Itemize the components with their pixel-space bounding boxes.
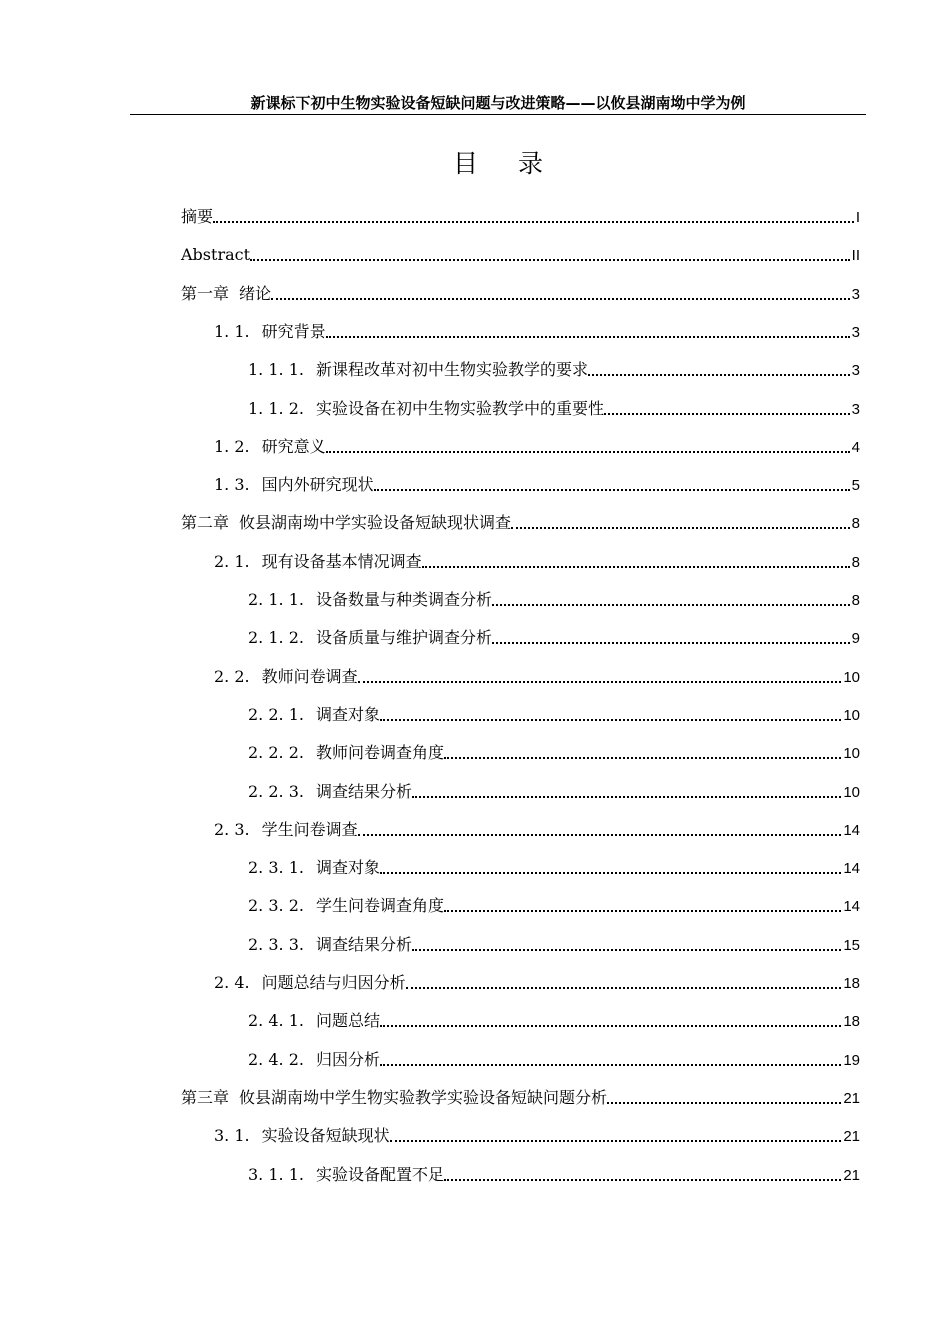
toc-entry[interactable]	[248, 1048, 860, 1072]
toc-entry[interactable]	[214, 473, 860, 497]
toc-entry-title: 设备质量与维护调查分析	[315, 628, 492, 648]
toc-entry-number: 2. 3.	[214, 819, 250, 839]
toc-leader-dots	[444, 910, 841, 912]
toc-entry-title: 归因分析	[315, 1049, 380, 1069]
toc-entry[interactable]	[248, 856, 860, 880]
toc-leader-dots	[422, 566, 850, 568]
toc-leader-dots	[358, 681, 842, 683]
toc-leader-dots	[444, 1179, 841, 1181]
toc-entry[interactable]	[248, 588, 860, 612]
toc-entry-title: 实验设备短缺现状	[261, 1126, 390, 1146]
toc-leader-dots	[250, 259, 850, 261]
toc-entry[interactable]	[214, 665, 860, 689]
toc-entry[interactable]	[181, 243, 860, 267]
toc-title: 目录	[452, 149, 583, 178]
toc-entry-number: 1. 1.	[214, 321, 250, 341]
toc-entry[interactable]	[248, 1163, 860, 1187]
toc-leader-dots	[326, 451, 850, 453]
toc-entry-number: 2. 1. 2.	[248, 628, 304, 648]
toc-leader-dots	[492, 604, 850, 606]
toc-entry-number: 2. 4.	[214, 973, 250, 992]
toc-leader-dots	[607, 1102, 841, 1104]
toc-entry-page-number: II	[851, 247, 860, 265]
toc-entry-title: 教师问卷调查	[261, 666, 358, 686]
toc-entry-page-number: 10	[843, 783, 860, 801]
toc-entry-page-number: 14	[843, 898, 860, 916]
toc-entry-page-number: 19	[843, 1051, 860, 1069]
toc-entry[interactable]	[248, 933, 860, 957]
toc-entry[interactable]	[248, 780, 860, 804]
toc-entry-title: 调查结果分析	[315, 781, 412, 801]
toc-entry-title: 实验设备配置不足	[315, 1164, 444, 1184]
toc-leader-dots	[604, 413, 850, 415]
toc-entry-page-number: 3	[851, 323, 860, 341]
toc-entry-title: Abstract	[181, 245, 251, 265]
toc-entry-page-number: 8	[851, 553, 860, 571]
toc-leader-dots	[444, 757, 841, 759]
toc-entry[interactable]	[248, 741, 860, 765]
toc-entry-number: 2. 4. 1.	[248, 1011, 304, 1031]
toc-entry[interactable]	[214, 320, 860, 344]
toc-entry[interactable]	[248, 1009, 860, 1033]
toc-entry-title: 绪论	[239, 283, 272, 303]
toc-entry[interactable]	[248, 397, 860, 421]
toc-entry-page-number: 14	[843, 860, 860, 878]
toc-entry[interactable]	[248, 626, 860, 650]
toc-entry-title: 攸县湖南坳中学实验设备短缺现状调查	[239, 513, 512, 533]
toc-leader-dots	[358, 834, 842, 836]
toc-entry-title: 攸县湖南坳中学生物实验教学实验设备短缺问题分析	[239, 1087, 608, 1107]
toc-entry-page-number: 8	[851, 515, 860, 533]
toc-entry-title: 设备数量与种类调查分析	[315, 590, 492, 609]
toc-entry[interactable]	[214, 1124, 860, 1148]
toc-leader-dots	[588, 374, 850, 376]
toc-entry-number: 第二章	[181, 513, 230, 533]
toc-entry-number: 2. 2. 1.	[248, 704, 304, 724]
toc-entry[interactable]	[214, 435, 860, 459]
toc-entry-number: 第三章	[181, 1087, 230, 1107]
toc-entry-title: 国内外研究现状	[261, 475, 374, 495]
toc-entry[interactable]	[214, 971, 860, 995]
toc-entry[interactable]	[181, 282, 860, 306]
toc-entry-number: 2. 4. 2.	[248, 1049, 304, 1069]
toc-entry-page-number: 3	[851, 362, 860, 380]
toc-entry-title: 学生问卷调查	[261, 819, 358, 839]
toc-entry-page-number: I	[855, 209, 860, 226]
toc-entry-number: 第一章	[181, 283, 230, 303]
toc-entry[interactable]	[181, 1086, 860, 1110]
toc-entry-title: 调查结果分析	[315, 934, 412, 954]
toc-leader-dots	[380, 872, 841, 874]
toc-entry-page-number: 15	[843, 936, 860, 954]
toc-leader-dots	[412, 796, 841, 798]
toc-leader-dots	[374, 489, 850, 491]
toc-entry-page-number: 10	[843, 668, 860, 686]
toc-entry[interactable]	[214, 550, 860, 574]
toc-entry-number: 2. 3. 3.	[248, 934, 304, 954]
toc-entry[interactable]	[248, 703, 860, 727]
toc-entry-title: 问题总结	[315, 1011, 380, 1031]
toc-entry-title: 调查对象	[315, 704, 380, 724]
toc-entry-number: 3. 1. 1.	[248, 1164, 304, 1184]
toc-entry-number: 1. 1. 2.	[248, 398, 304, 418]
toc-leader-dots	[380, 1025, 841, 1027]
toc-entry-number: 2. 2. 3.	[248, 781, 304, 801]
toc-entry-number: 2. 3. 1.	[248, 858, 304, 878]
toc-entry[interactable]	[248, 358, 860, 382]
toc-entry-page-number: 10	[843, 706, 860, 724]
toc-entry-page-number: 4	[851, 438, 860, 456]
toc-entry-page-number: 3	[851, 400, 860, 418]
toc-entry-number: 2. 2. 2.	[248, 743, 304, 763]
toc-entry-number: 3. 1.	[214, 1126, 250, 1146]
toc-entry-title: 实验设备在初中生物实验教学中的重要性	[315, 398, 604, 418]
toc-entry-page-number: 21	[843, 1166, 860, 1184]
toc-entry-page-number: 21	[843, 1089, 860, 1107]
toc-entry-title: 研究背景	[261, 321, 326, 341]
toc-leader-dots	[390, 1140, 842, 1142]
toc-entry-page-number: 21	[843, 1128, 860, 1146]
toc-leader-dots	[412, 949, 841, 951]
toc-entry-page-number: 14	[843, 821, 860, 839]
toc-entry-title: 摘要	[181, 207, 214, 226]
toc-entry-title: 学生问卷调查角度	[315, 896, 444, 916]
toc-entry-title: 问题总结与归因分析	[261, 973, 406, 992]
running-header: 新课标下初中生物实验设备短缺问题与改进策略——以攸县湖南坳中学为例	[250, 94, 746, 112]
toc-leader-dots	[326, 336, 850, 338]
toc-leader-dots	[271, 298, 850, 300]
toc-entry-title: 教师问卷调查角度	[315, 743, 444, 763]
toc-leader-dots	[511, 527, 850, 529]
toc-entry[interactable]	[248, 894, 860, 918]
toc-leader-dots	[380, 1064, 841, 1066]
toc-entry-page-number: 18	[843, 975, 860, 992]
toc-entry-number: 2. 3. 2.	[248, 896, 304, 916]
toc-entry[interactable]	[181, 205, 860, 229]
toc-entry-number: 1. 2.	[214, 436, 250, 456]
toc-entry-number: 1. 1. 1.	[248, 360, 304, 380]
toc-entry-number: 1. 3.	[214, 475, 250, 495]
toc-entry-page-number: 10	[843, 745, 860, 763]
toc-entry-number: 2. 1. 1.	[248, 590, 304, 609]
toc-entry-page-number: 9	[851, 630, 860, 648]
toc-entry-title: 研究意义	[261, 436, 326, 456]
toc-entry-title: 现有设备基本情况调查	[261, 551, 422, 571]
toc-entry[interactable]	[181, 511, 860, 535]
toc-entry-number: 2. 2.	[214, 666, 250, 686]
toc-entry-title: 调查对象	[315, 858, 380, 878]
toc-entry-number: 2. 1.	[214, 551, 250, 571]
toc-leader-dots	[492, 642, 850, 644]
header-rule	[130, 114, 866, 115]
toc-leader-dots	[213, 221, 854, 223]
toc-entry[interactable]	[214, 818, 860, 842]
toc-entry-title: 新课程改革对初中生物实验教学的要求	[315, 360, 588, 380]
toc-entry-page-number: 5	[851, 477, 860, 495]
toc-leader-dots	[380, 719, 841, 721]
toc-entry-page-number: 18	[843, 1013, 860, 1031]
toc-leader-dots	[406, 987, 842, 989]
toc-entry-page-number: 3	[851, 285, 860, 303]
toc-entry-page-number: 8	[851, 592, 860, 609]
